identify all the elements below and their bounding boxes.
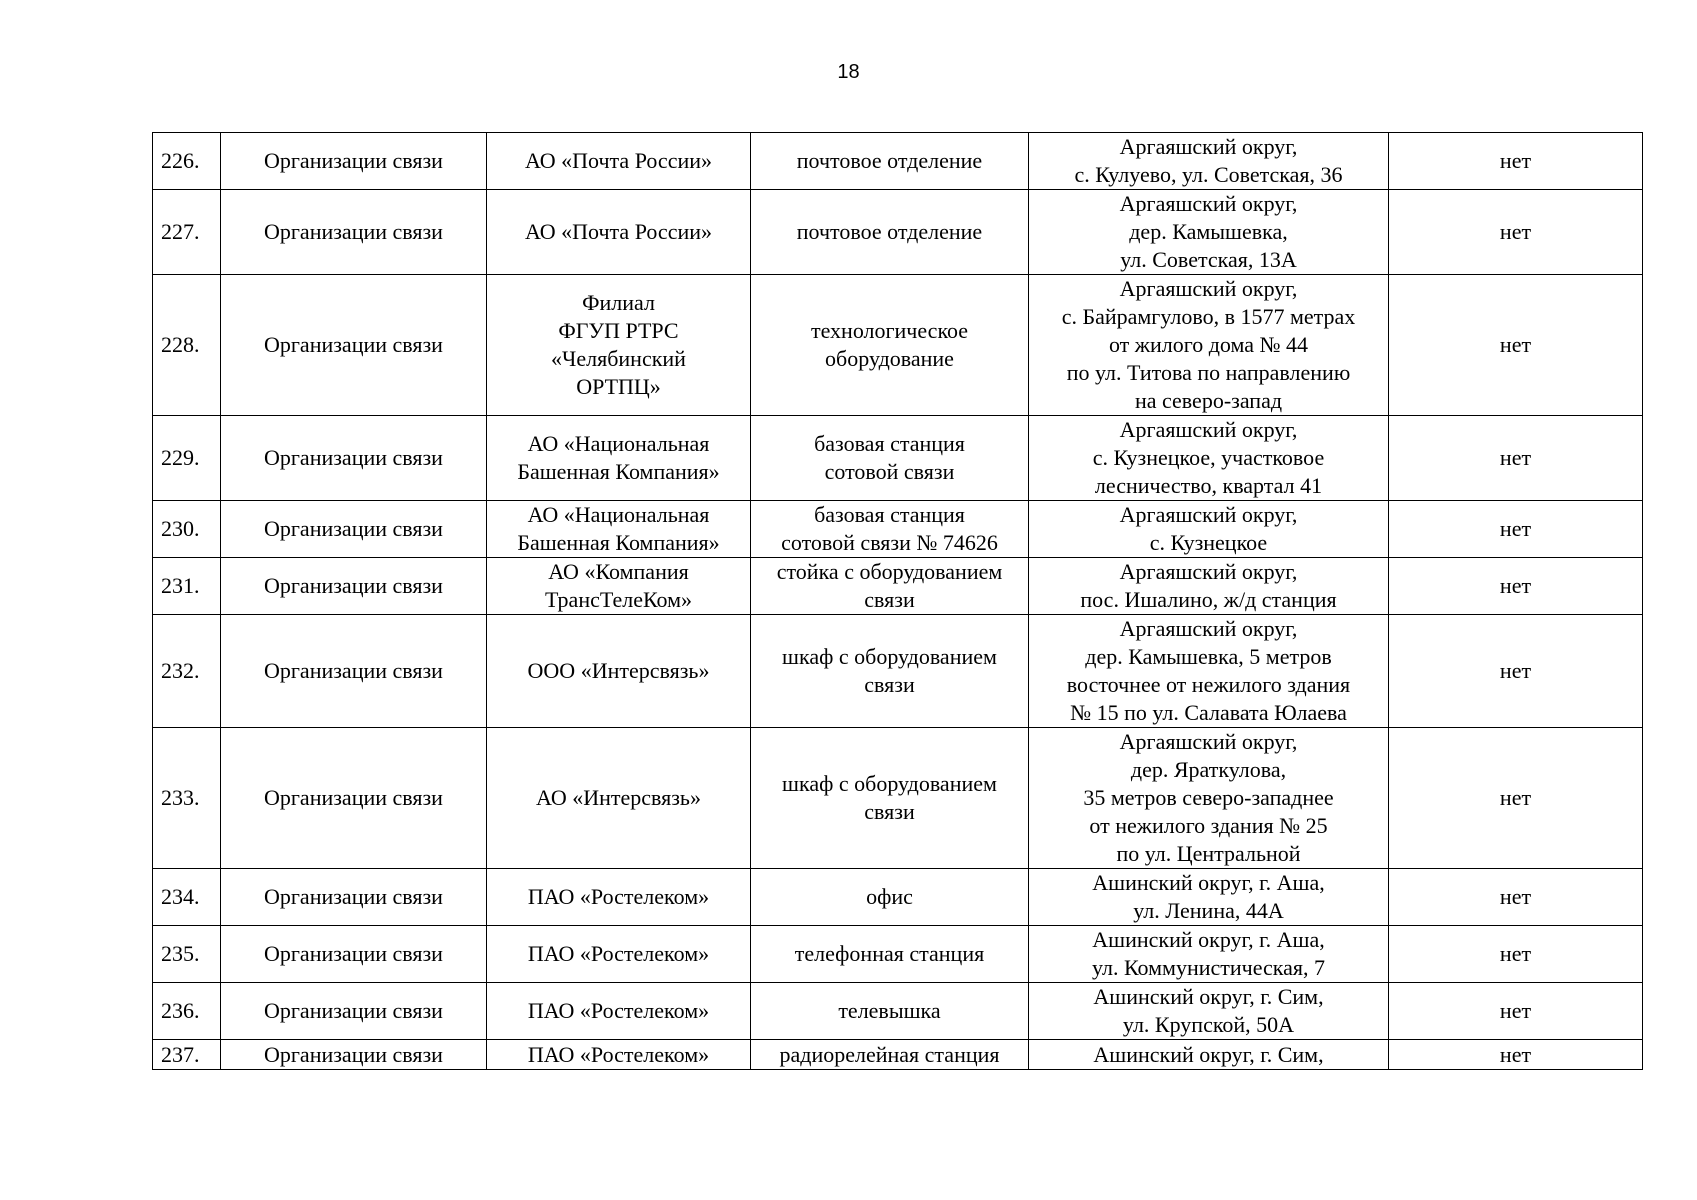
flag-cell: нет — [1389, 615, 1643, 728]
address-cell-line: Аргаяшский округ, — [1119, 729, 1298, 754]
object-cell-line: шкаф с оборудованием — [782, 771, 997, 796]
organization-cell — [487, 615, 751, 728]
address-cell — [1029, 275, 1389, 416]
category-cell: Организации связи — [221, 926, 487, 983]
table-row — [153, 1040, 1643, 1070]
address-cell — [1029, 558, 1389, 615]
address-cell-line: от жилого дома № 44 — [1108, 332, 1309, 357]
organization-cell-line: АО «Национальная — [527, 502, 710, 527]
table-row — [153, 275, 1643, 416]
organization-cell-line: Филиал — [582, 290, 655, 315]
object-cell — [751, 1040, 1029, 1070]
address-cell-line: Ашинский округ, г. Сим, — [1093, 984, 1324, 1009]
address-cell — [1029, 615, 1389, 728]
table-row — [153, 728, 1643, 869]
address-cell-line: ул. Советская, 13А — [1120, 247, 1297, 272]
organization-cell-line: ФГУП РТРС — [558, 318, 679, 343]
row-number-cell: 231. — [153, 558, 221, 615]
object-cell — [751, 416, 1029, 501]
address-cell-line: дер. Камышевка, 5 метров — [1085, 644, 1332, 669]
organization-cell-line: ООО «Интерсвязь» — [527, 658, 710, 683]
object-cell-line: сотовой связи — [824, 459, 955, 484]
organization-cell — [487, 869, 751, 926]
row-number-cell: 233. — [153, 728, 221, 869]
object-cell-line: технологическое — [810, 318, 969, 343]
flag-cell: нет — [1389, 869, 1643, 926]
object-cell-line: стойка с оборудованием — [776, 559, 1003, 584]
category-cell: Организации связи — [221, 615, 487, 728]
row-number-cell: 235. — [153, 926, 221, 983]
organization-cell — [487, 1040, 751, 1070]
organization-cell — [487, 728, 751, 869]
flag-cell: нет — [1389, 1040, 1643, 1070]
organization-cell-line: ПАО «Ростелеком» — [527, 884, 710, 909]
page-number: 18 — [837, 61, 860, 83]
address-cell — [1029, 190, 1389, 275]
address-cell-line: Ашинский округ, г. Сим, — [1093, 1041, 1324, 1067]
address-cell-line: ул. Крупской, 50А — [1122, 1012, 1295, 1037]
table-row — [153, 133, 1643, 190]
flag-cell: нет — [1389, 416, 1643, 501]
row-number-cell: 237. — [153, 1040, 221, 1070]
address-cell-line: с. Кулуево, ул. Советская, 36 — [1074, 162, 1343, 187]
row-number-cell: 234. — [153, 869, 221, 926]
address-cell-line: ул. Ленина, 44А — [1133, 898, 1284, 923]
organization-cell — [487, 558, 751, 615]
address-cell-line: ул. Коммунистическая, 7 — [1091, 955, 1326, 980]
address-cell-line: дер. Яраткулова, — [1130, 757, 1287, 782]
flag-cell: нет — [1389, 983, 1643, 1040]
category-cell: Организации связи — [221, 275, 487, 416]
address-cell-line: Ашинский округ, г. Аша, — [1092, 870, 1325, 895]
organization-cell-line: АО «Интерсвязь» — [536, 785, 701, 810]
object-cell-line: связи — [864, 672, 915, 697]
object-cell-line: базовая станция — [814, 431, 965, 456]
registry-table-body — [153, 133, 1643, 1070]
address-cell-line: восточнее от нежилого здания — [1066, 672, 1351, 697]
object-cell — [751, 983, 1029, 1040]
organization-cell — [487, 983, 751, 1040]
address-cell-line: Аргаяшский округ, — [1119, 616, 1298, 641]
flag-cell: нет — [1389, 275, 1643, 416]
flag-cell: нет — [1389, 926, 1643, 983]
address-cell-line: с. Кузнецкое, участковое — [1092, 445, 1325, 470]
organization-cell — [487, 190, 751, 275]
object-cell-line: телевышка — [838, 998, 941, 1023]
object-cell — [751, 190, 1029, 275]
address-cell — [1029, 133, 1389, 190]
address-cell-line: пос. Ишалино, ж/д станция — [1080, 587, 1337, 612]
address-cell — [1029, 926, 1389, 983]
table-row — [153, 615, 1643, 728]
organization-cell-line: АО «Национальная — [527, 431, 710, 456]
organization-cell-line: АО «Компания — [548, 559, 689, 584]
row-number-cell: 226. — [153, 133, 221, 190]
address-cell-line: от нежилого здания № 25 — [1089, 813, 1328, 838]
row-number-cell: 227. — [153, 190, 221, 275]
object-cell-line: связи — [864, 799, 915, 824]
address-cell-line: с. Кузнецкое — [1149, 530, 1268, 555]
table-row — [153, 558, 1643, 615]
address-cell-line: Аргаяшский округ, — [1119, 417, 1298, 442]
organization-cell — [487, 416, 751, 501]
row-number-cell: 230. — [153, 501, 221, 558]
category-cell: Организации связи — [221, 133, 487, 190]
address-cell-line: Аргаяшский округ, — [1119, 276, 1298, 301]
address-cell-line: Аргаяшский округ, — [1119, 502, 1298, 527]
address-cell-line: Аргаяшский округ, — [1119, 559, 1298, 584]
object-cell-line: сотовой связи № 74626 — [781, 530, 998, 555]
object-cell — [751, 558, 1029, 615]
row-number-cell: 229. — [153, 416, 221, 501]
organization-cell-line: «Челябинский — [551, 346, 686, 371]
object-cell — [751, 501, 1029, 558]
object-cell-line: офис — [866, 884, 913, 909]
object-cell — [751, 926, 1029, 983]
organization-cell-line: ПАО «Ростелеком» — [527, 1041, 710, 1067]
table-row — [153, 416, 1643, 501]
organization-cell — [487, 133, 751, 190]
address-cell — [1029, 1040, 1389, 1070]
row-number-cell: 236. — [153, 983, 221, 1040]
organization-cell — [487, 926, 751, 983]
row-number-cell: 228. — [153, 275, 221, 416]
organization-cell-line: АО «Почта России» — [524, 219, 713, 244]
flag-cell: нет — [1389, 190, 1643, 275]
flag-cell: нет — [1389, 558, 1643, 615]
flag-cell: нет — [1389, 728, 1643, 869]
object-cell-line: шкаф с оборудованием — [782, 644, 997, 669]
organization-cell-line: АО «Почта России» — [524, 148, 713, 173]
object-cell — [751, 133, 1029, 190]
object-cell — [751, 869, 1029, 926]
organization-cell-line: Башенная Компания» — [517, 459, 720, 484]
address-cell-line: 35 метров северо-западнее — [1083, 785, 1334, 810]
organization-cell — [487, 501, 751, 558]
organization-cell-line: ТрансТелеКом» — [544, 587, 693, 612]
address-cell-line: дер. Камышевка, — [1129, 219, 1288, 244]
table-row — [153, 926, 1643, 983]
registry-table — [152, 132, 1643, 1070]
category-cell: Организации связи — [221, 1040, 487, 1070]
address-cell-line: Ашинский округ, г. Аша, — [1092, 927, 1325, 952]
organization-cell-line: ПАО «Ростелеком» — [527, 998, 710, 1023]
category-cell: Организации связи — [221, 869, 487, 926]
organization-cell-line: ПАО «Ростелеком» — [527, 941, 710, 966]
address-cell-line: лесничество, квартал 41 — [1094, 473, 1323, 498]
address-cell-line: с. Байрамгулово, в 1577 метрах — [1061, 304, 1356, 329]
flag-cell: нет — [1389, 133, 1643, 190]
category-cell: Организации связи — [221, 728, 487, 869]
table-row — [153, 501, 1643, 558]
object-cell-line: базовая станция — [814, 502, 965, 527]
category-cell: Организации связи — [221, 983, 487, 1040]
table-row — [153, 869, 1643, 926]
object-cell-line: телефонная станция — [794, 941, 985, 966]
object-cell-line: радиорелейная станция — [779, 1041, 1000, 1067]
object-cell-line: связи — [864, 587, 915, 612]
address-cell-line: по ул. Центральной — [1116, 841, 1301, 866]
object-cell-line: почтовое отделение — [796, 148, 983, 173]
object-cell — [751, 615, 1029, 728]
table-row — [153, 983, 1643, 1040]
object-cell — [751, 728, 1029, 869]
address-cell-line: Аргаяшский округ, — [1119, 134, 1298, 159]
object-cell — [751, 275, 1029, 416]
address-cell — [1029, 728, 1389, 869]
organization-cell-line: Башенная Компания» — [517, 530, 720, 555]
address-cell — [1029, 869, 1389, 926]
object-cell-line: почтовое отделение — [796, 219, 983, 244]
address-cell — [1029, 983, 1389, 1040]
category-cell: Организации связи — [221, 501, 487, 558]
row-number-cell: 232. — [153, 615, 221, 728]
category-cell: Организации связи — [221, 558, 487, 615]
address-cell-line: № 15 по ул. Салавата Юлаева — [1070, 700, 1347, 725]
category-cell: Организации связи — [221, 416, 487, 501]
organization-cell-line: ОРТПЦ» — [576, 374, 661, 399]
flag-cell: нет — [1389, 501, 1643, 558]
address-cell-line: Аргаяшский округ, — [1119, 191, 1298, 216]
organization-cell — [487, 275, 751, 416]
category-cell: Организации связи — [221, 190, 487, 275]
address-cell-line: на северо-запад — [1134, 388, 1283, 413]
address-cell-line: по ул. Титова по направлению — [1066, 360, 1351, 385]
table-row — [153, 190, 1643, 275]
address-cell — [1029, 501, 1389, 558]
object-cell-line: оборудование — [825, 346, 954, 371]
address-cell — [1029, 416, 1389, 501]
